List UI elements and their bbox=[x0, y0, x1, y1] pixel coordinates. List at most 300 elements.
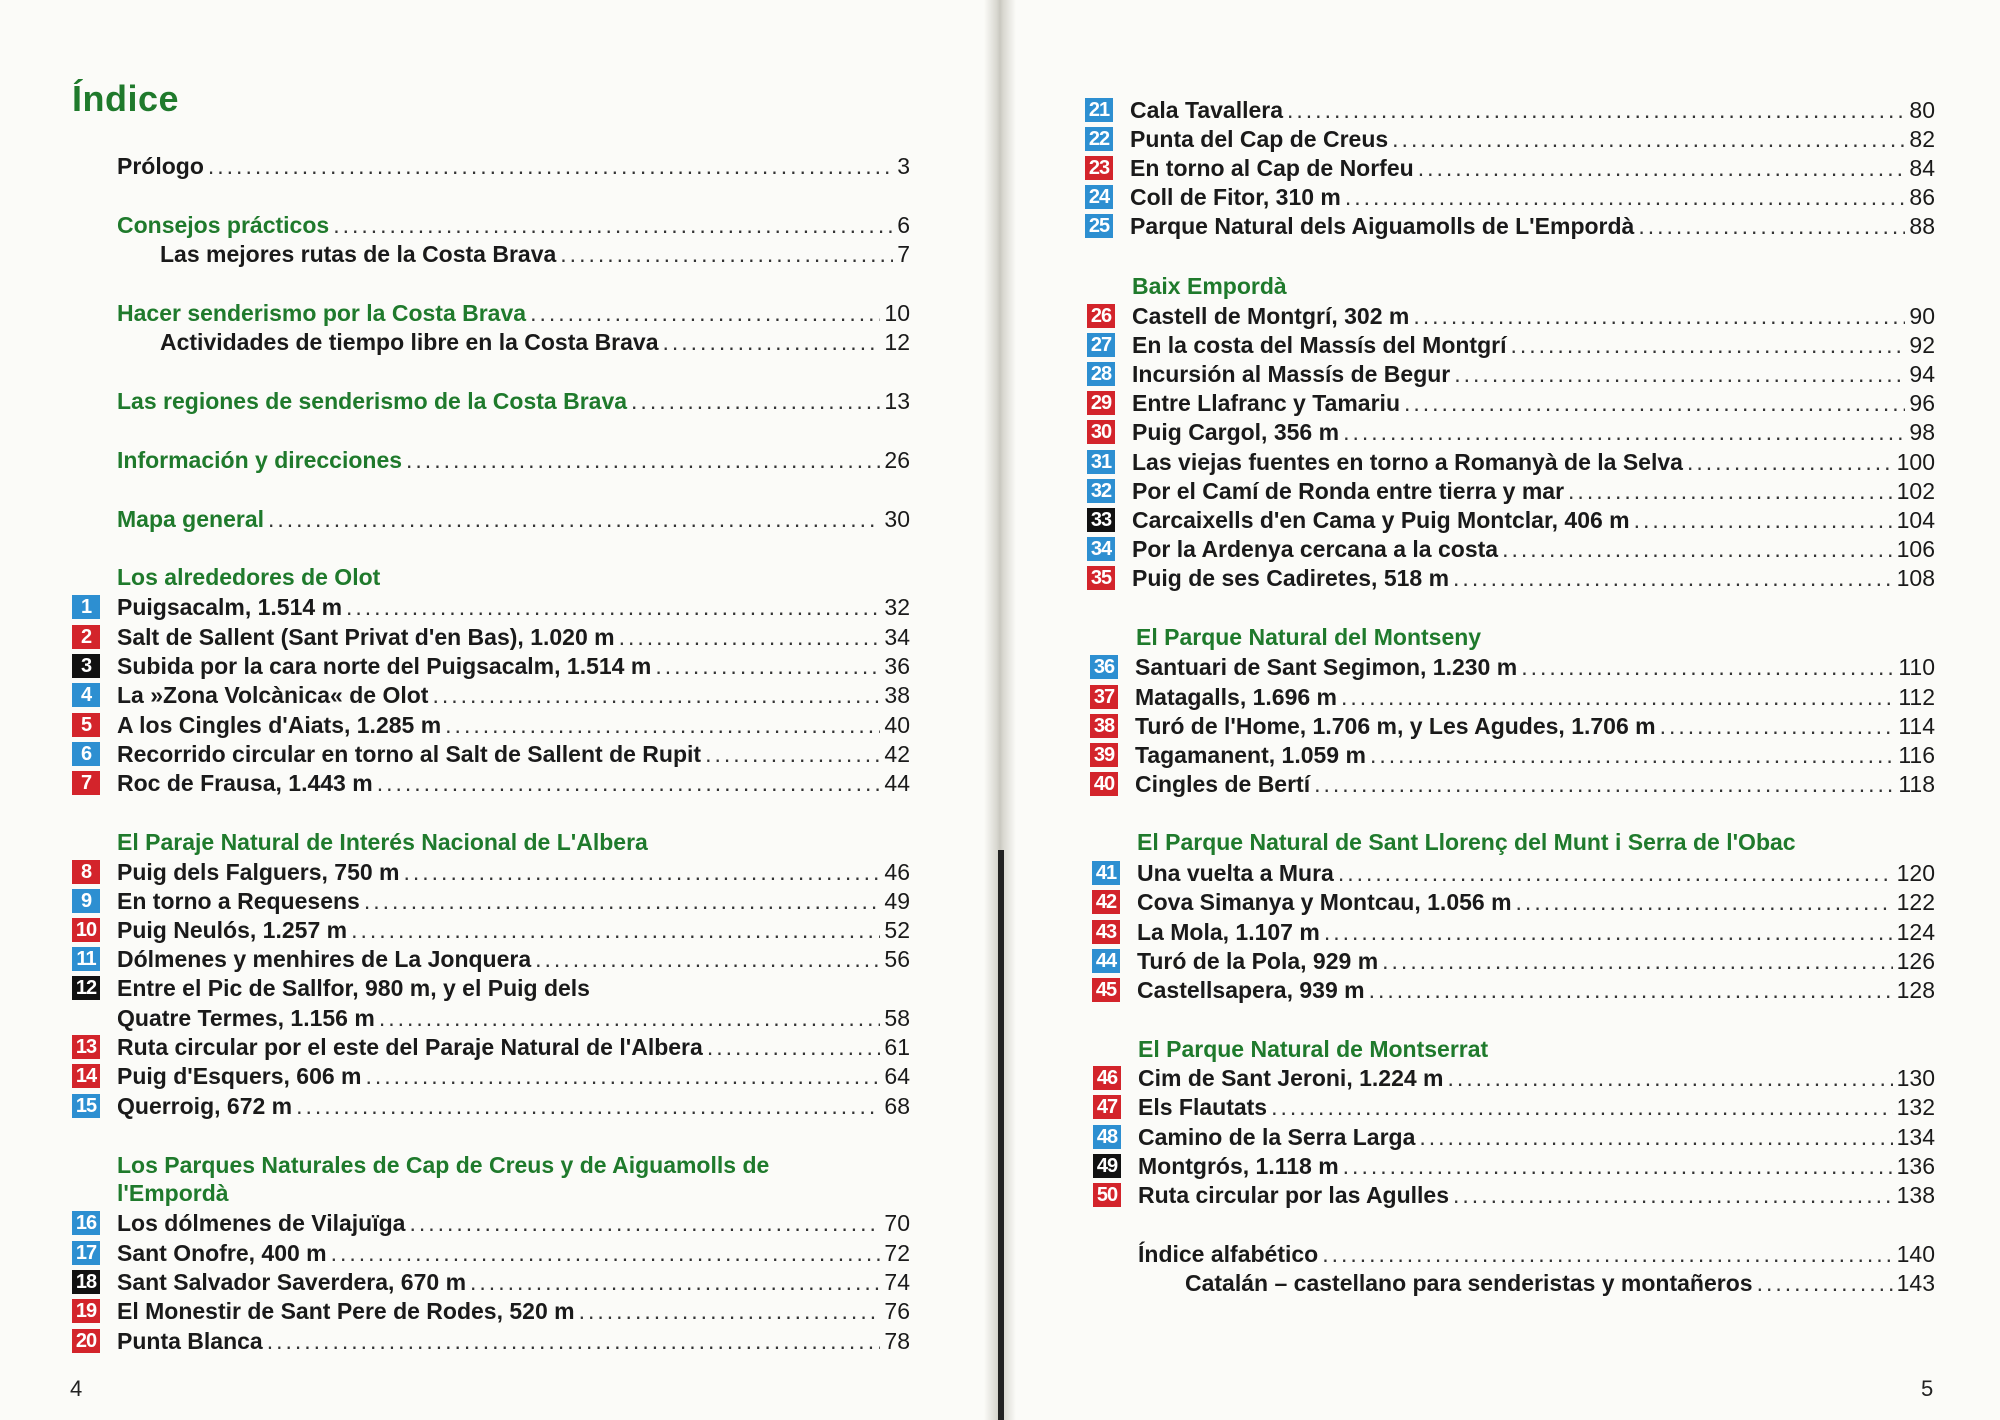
dot-leader bbox=[1516, 888, 1893, 916]
dot-leader bbox=[1568, 477, 1893, 505]
toc-entry-page: 26 bbox=[884, 447, 910, 473]
dot-leader bbox=[619, 623, 881, 651]
route-entry-49[interactable] bbox=[1138, 1152, 1935, 1180]
dot-leader bbox=[1638, 212, 1905, 240]
toc-entry-label: Sant Salvador Saverdera, 670 m bbox=[117, 1269, 467, 1295]
dot-leader bbox=[1343, 418, 1905, 446]
toc-entry-label: Información y direcciones bbox=[117, 447, 403, 473]
toc-entry-label: Catalán – castellano para senderistas y montañeros bbox=[1185, 1270, 1753, 1296]
route-entry-26[interactable] bbox=[1132, 302, 1935, 330]
route-number-badge: 49 bbox=[1093, 1154, 1121, 1178]
toc-entry-label: Quatre Termes, 1.156 m bbox=[117, 1005, 375, 1031]
toc-entry-label: Parque Natural dels Aiguamolls de L'Empordà bbox=[1130, 213, 1635, 239]
toc-entry-page: 80 bbox=[1909, 97, 1935, 123]
route-number-badge: 22 bbox=[1085, 127, 1113, 151]
route-number-badge: 5 bbox=[72, 713, 100, 737]
toc-entry-page: 106 bbox=[1896, 536, 1935, 562]
dot-leader bbox=[1392, 125, 1905, 153]
route-number-badge: 1 bbox=[72, 595, 100, 619]
toc-entry-page: 126 bbox=[1896, 948, 1935, 974]
toc-entry-page: 12 bbox=[884, 329, 910, 355]
toc-entry-prologo[interactable] bbox=[117, 152, 910, 180]
toc-entry-catalan-castellano-para-senderistas-y-montaneros[interactable] bbox=[1185, 1269, 1935, 1297]
toc-entry-page: 118 bbox=[1898, 771, 1935, 797]
dot-leader bbox=[1634, 506, 1893, 534]
route-number-badge: 31 bbox=[1087, 450, 1115, 474]
toc-entry-label: Salt de Sallent (Sant Privat d'en Bas), 1.020 m bbox=[117, 624, 615, 650]
route-entry-29[interactable] bbox=[1132, 389, 1935, 417]
route-entry-43[interactable] bbox=[1137, 918, 1935, 946]
dot-leader bbox=[1369, 976, 1893, 1004]
route-number-badge: 17 bbox=[72, 1241, 100, 1265]
dot-leader bbox=[1370, 741, 1894, 769]
right-page bbox=[1000, 0, 2000, 1420]
route-number-badge: 3 bbox=[72, 654, 100, 678]
toc-entry-label: Punta Blanca bbox=[117, 1328, 263, 1354]
route-number-badge: 24 bbox=[1085, 185, 1113, 209]
route-entry-3[interactable] bbox=[117, 652, 910, 680]
dot-leader bbox=[331, 1239, 881, 1267]
dot-leader bbox=[560, 240, 893, 268]
toc-entry-label: Recorrido circular en torno al Salt de Sallent de Rupit bbox=[117, 741, 702, 767]
toc-entry-label: Consejos prácticos bbox=[117, 212, 330, 238]
route-entry-47[interactable] bbox=[1138, 1093, 1935, 1121]
toc-entry-label: Una vuelta a Mura bbox=[1137, 860, 1334, 886]
route-entry-20[interactable] bbox=[117, 1327, 910, 1355]
route-number-badge: 9 bbox=[72, 889, 100, 913]
toc-entry-page: 30 bbox=[884, 506, 910, 532]
toc-entry-label: Turó de la Pola, 929 m bbox=[1137, 948, 1379, 974]
toc-entry-page: 94 bbox=[1909, 361, 1935, 387]
toc-entry-label: Coll de Fitor, 310 m bbox=[1130, 184, 1341, 210]
route-number-badge: 13 bbox=[72, 1035, 100, 1059]
toc-entry-page: 68 bbox=[884, 1093, 910, 1119]
route-entry-50[interactable] bbox=[1138, 1181, 1935, 1209]
toc-entry-label: Camino de la Serra Larga bbox=[1138, 1124, 1416, 1150]
dot-leader bbox=[1418, 154, 1906, 182]
dot-leader bbox=[579, 1297, 881, 1325]
toc-entry-page: 124 bbox=[1896, 919, 1935, 945]
route-number-badge: 37 bbox=[1090, 685, 1118, 709]
route-number-badge: 26 bbox=[1087, 304, 1115, 328]
route-number-badge: 21 bbox=[1085, 98, 1113, 122]
toc-entry-page: 84 bbox=[1909, 155, 1935, 181]
route-entry-28[interactable] bbox=[1132, 360, 1935, 388]
toc-entry-label: Por el Camí de Ronda entre tierra y mar bbox=[1132, 478, 1565, 504]
toc-entry-consejos-practicos[interactable] bbox=[117, 211, 910, 239]
toc-entry-label: Mapa general bbox=[117, 506, 264, 532]
toc-entry-label: Cova Simanya y Montcau, 1.056 m bbox=[1137, 889, 1512, 915]
route-number-badge: 50 bbox=[1093, 1183, 1121, 1207]
toc-entry-page: 52 bbox=[884, 917, 910, 943]
dot-leader bbox=[1314, 770, 1894, 798]
toc-entry-page: 72 bbox=[884, 1240, 910, 1266]
gutter-shadow bbox=[998, 850, 1004, 1420]
toc-entry-page: 143 bbox=[1896, 1270, 1935, 1296]
dot-leader bbox=[404, 858, 881, 886]
toc-entry-page: 46 bbox=[884, 859, 910, 885]
route-number-badge: 35 bbox=[1087, 566, 1115, 590]
route-entry-40[interactable] bbox=[1135, 770, 1935, 798]
dot-leader bbox=[406, 446, 880, 474]
region-heading: El Paraje Natural de Interés Nacional de L'Albera bbox=[117, 829, 648, 855]
route-number-badge: 39 bbox=[1090, 743, 1118, 767]
route-number-badge: 4 bbox=[72, 683, 100, 707]
toc-entry-label: Turó de l'Home, 1.706 m, y Les Agudes, 1.706 m bbox=[1135, 713, 1656, 739]
route-number-badge: 42 bbox=[1092, 890, 1120, 914]
toc-entry-label: Puig Neulós, 1.257 m bbox=[117, 917, 348, 943]
route-entry-12-continued[interactable] bbox=[117, 1004, 910, 1032]
route-number-badge: 32 bbox=[1087, 479, 1115, 503]
route-entry-9[interactable] bbox=[117, 887, 910, 915]
route-number-badge: 40 bbox=[1090, 772, 1118, 796]
route-entry-18[interactable] bbox=[117, 1268, 910, 1296]
toc-entry-label: Puig Cargol, 356 m bbox=[1132, 419, 1340, 445]
dot-leader bbox=[1454, 360, 1905, 388]
dot-leader bbox=[366, 1062, 881, 1090]
toc-entry-label: Incursión al Massís de Begur bbox=[1132, 361, 1451, 387]
toc-entry-label: Els Flautats bbox=[1138, 1094, 1268, 1120]
toc-entry-label: Por la Ardenya cercana a la costa bbox=[1132, 536, 1499, 562]
route-number-badge: 27 bbox=[1087, 333, 1115, 357]
toc-entry-label: Ruta circular por el este del Paraje Natural de l'Albera bbox=[117, 1034, 703, 1060]
toc-entry-page: 61 bbox=[884, 1034, 910, 1060]
dot-leader bbox=[631, 387, 880, 415]
dot-leader bbox=[208, 152, 893, 180]
toc-entry-label: Punta del Cap de Creus bbox=[1130, 126, 1389, 152]
route-number-badge: 16 bbox=[72, 1211, 100, 1235]
toc-entry-label: En la costa del Massís del Montgrí bbox=[1132, 332, 1507, 358]
toc-entry-label: Matagalls, 1.696 m bbox=[1135, 684, 1337, 710]
dot-leader bbox=[1660, 712, 1895, 740]
route-entry-21[interactable] bbox=[1130, 96, 1935, 124]
dot-leader bbox=[1287, 96, 1905, 124]
toc-entry-page: 114 bbox=[1898, 713, 1935, 739]
toc-entry-page: 3 bbox=[897, 153, 910, 179]
dot-leader bbox=[1521, 653, 1894, 681]
toc-entry-page: 140 bbox=[1896, 1241, 1935, 1267]
toc-entry-page: 104 bbox=[1896, 507, 1935, 533]
dot-leader bbox=[268, 505, 880, 533]
route-number-badge: 33 bbox=[1087, 508, 1115, 532]
toc-entry-actividades-de-tiempo-libre-en-la-costa-brava[interactable] bbox=[160, 328, 910, 356]
route-entry-16[interactable] bbox=[117, 1209, 910, 1237]
toc-entry-indice-alfabetico[interactable] bbox=[1138, 1240, 1935, 1268]
toc-entry-label: Subida por la cara norte del Puigsacalm, 1.514 m bbox=[117, 653, 652, 679]
dot-leader bbox=[1404, 389, 1905, 417]
dot-leader bbox=[409, 1209, 880, 1237]
toc-entry-page: 138 bbox=[1896, 1182, 1935, 1208]
route-number-badge: 36 bbox=[1090, 655, 1118, 679]
toc-entry-page: 78 bbox=[884, 1328, 910, 1354]
dot-leader bbox=[432, 681, 880, 709]
route-number-badge: 29 bbox=[1087, 391, 1115, 415]
dot-leader bbox=[1413, 302, 1905, 330]
route-number-badge: 15 bbox=[72, 1094, 100, 1118]
route-number-badge: 19 bbox=[72, 1299, 100, 1323]
toc-entry-page: 102 bbox=[1896, 478, 1935, 504]
route-number-badge: 41 bbox=[1092, 861, 1120, 885]
route-entry-5[interactable] bbox=[117, 711, 910, 739]
route-number-badge: 14 bbox=[72, 1064, 100, 1088]
route-number-badge: 11 bbox=[72, 947, 100, 971]
toc-entry-label: Roc de Frausa, 1.443 m bbox=[117, 770, 373, 796]
toc-entry-label: Cala Tavallera bbox=[1130, 97, 1284, 123]
route-number-badge: 8 bbox=[72, 860, 100, 884]
toc-entry-label: En torno al Cap de Norfeu bbox=[1130, 155, 1414, 181]
region-heading: Los Parques Naturales de Cap de Creus y de Aiguamolls de l'Empordà bbox=[117, 1152, 770, 1206]
route-number-badge: 45 bbox=[1092, 978, 1120, 1002]
route-entry-13[interactable] bbox=[117, 1033, 910, 1061]
toc-entry-page: 10 bbox=[884, 300, 910, 326]
route-number-badge: 48 bbox=[1093, 1125, 1121, 1149]
route-number-badge: 20 bbox=[72, 1329, 100, 1353]
toc-entry-page: 42 bbox=[884, 741, 910, 767]
route-number-badge: 12 bbox=[72, 976, 100, 1000]
route-number-badge: 23 bbox=[1085, 156, 1113, 180]
dot-leader bbox=[1419, 1123, 1892, 1151]
dot-leader bbox=[351, 916, 880, 944]
dot-leader bbox=[707, 1033, 881, 1061]
dot-leader bbox=[1453, 1181, 1893, 1209]
toc-entry-las-mejores-rutas-de-la-costa-brava[interactable] bbox=[160, 240, 910, 268]
dot-leader bbox=[1502, 535, 1893, 563]
dot-leader bbox=[530, 299, 880, 327]
toc-entry-label: Sant Onofre, 400 m bbox=[117, 1240, 327, 1266]
dot-leader bbox=[1510, 331, 1905, 359]
toc-entry-label: Las regiones de senderismo de la Costa Brava bbox=[117, 388, 628, 414]
route-entry-12[interactable] bbox=[117, 974, 910, 1002]
route-entry-10[interactable] bbox=[117, 916, 910, 944]
dot-leader bbox=[1448, 1064, 1893, 1092]
toc-entry-label: Puig d'Esquers, 606 m bbox=[117, 1063, 362, 1089]
toc-entry-page: 56 bbox=[884, 946, 910, 972]
dot-leader bbox=[377, 769, 881, 797]
toc-entry-page: 86 bbox=[1909, 184, 1935, 210]
toc-entry-hacer-senderismo-por-la-costa-brava[interactable] bbox=[117, 299, 910, 327]
toc-entry-label: El Monestir de Sant Pere de Rodes, 520 m bbox=[117, 1298, 575, 1324]
route-entry-36[interactable] bbox=[1135, 653, 1935, 681]
toc-entry-label: Entre el Pic de Sallfor, 980 m, y el Puig dels bbox=[117, 975, 590, 1001]
dot-leader bbox=[1324, 918, 1893, 946]
route-entry-45[interactable] bbox=[1137, 976, 1935, 1004]
toc-entry-page: 134 bbox=[1896, 1124, 1935, 1150]
route-number-badge: 10 bbox=[72, 918, 100, 942]
route-entry-25[interactable] bbox=[1130, 212, 1935, 240]
region-heading: El Parque Natural del Montseny bbox=[1136, 624, 1482, 650]
dot-leader bbox=[1271, 1093, 1893, 1121]
toc-entry-page: 34 bbox=[884, 624, 910, 650]
left-page bbox=[0, 0, 996, 1420]
toc-entry-label: Cingles de Bertí bbox=[1135, 771, 1311, 797]
toc-entry-label: Ruta circular por las Agulles bbox=[1138, 1182, 1450, 1208]
region-heading: El Parque Natural de Montserrat bbox=[1138, 1036, 1489, 1062]
toc-entry-label: Entre Llafranc y Tamariu bbox=[1132, 390, 1400, 416]
toc-entry-page: 7 bbox=[897, 241, 910, 267]
route-number-badge: 30 bbox=[1087, 420, 1115, 444]
toc-entry-page: 6 bbox=[897, 212, 910, 238]
route-entry-39[interactable] bbox=[1135, 741, 1935, 769]
toc-entry-label: Querroig, 672 m bbox=[117, 1093, 293, 1119]
toc-entry-label: Hacer senderismo por la Costa Brava bbox=[117, 300, 527, 326]
toc-entry-label: Actividades de tiempo libre en la Costa Brava bbox=[160, 329, 659, 355]
route-number-badge: 6 bbox=[72, 742, 100, 766]
route-entry-19[interactable] bbox=[117, 1297, 910, 1325]
toc-entry-label: Puig dels Falguers, 750 m bbox=[117, 859, 400, 885]
dot-leader bbox=[470, 1268, 880, 1296]
route-entry-7[interactable] bbox=[117, 769, 910, 797]
toc-entry-page: 58 bbox=[884, 1005, 910, 1031]
toc-entry-page: 98 bbox=[1909, 419, 1935, 445]
dot-leader bbox=[1322, 1240, 1892, 1268]
toc-entry-label: Prólogo bbox=[117, 153, 204, 179]
dot-leader bbox=[1687, 448, 1893, 476]
toc-entry-label: Santuari de Sant Segimon, 1.230 m bbox=[1135, 654, 1518, 680]
route-number-badge: 28 bbox=[1087, 362, 1115, 386]
toc-entry-page: 110 bbox=[1898, 654, 1935, 680]
toc-entry-page: 136 bbox=[1896, 1153, 1935, 1179]
toc-entry-page: 92 bbox=[1909, 332, 1935, 358]
toc-entry-page: 100 bbox=[1896, 449, 1935, 475]
route-entry-1[interactable] bbox=[117, 593, 910, 621]
toc-entry-page: 116 bbox=[1898, 742, 1935, 768]
route-entry-34[interactable] bbox=[1132, 535, 1935, 563]
toc-entry-page: 32 bbox=[884, 594, 910, 620]
route-entry-35[interactable] bbox=[1132, 564, 1935, 592]
route-entry-31[interactable] bbox=[1132, 448, 1935, 476]
toc-entry-label: Castellsapera, 939 m bbox=[1137, 977, 1365, 1003]
dot-leader bbox=[1757, 1269, 1893, 1297]
route-entry-2[interactable] bbox=[117, 623, 910, 651]
toc-entry-label: Montgrós, 1.118 m bbox=[1138, 1153, 1339, 1179]
route-entry-23[interactable] bbox=[1130, 154, 1935, 182]
dot-leader bbox=[296, 1092, 880, 1120]
region-heading: El Parque Natural de Sant Llorenç del Munt i Serra de l'Obac bbox=[1137, 829, 1796, 855]
route-number-badge: 7 bbox=[72, 771, 100, 795]
route-entry-37[interactable] bbox=[1135, 683, 1935, 711]
toc-entry-page: 74 bbox=[884, 1269, 910, 1295]
toc-entry-label: Los dólmenes de Vilajuïga bbox=[117, 1210, 406, 1236]
route-entry-48[interactable] bbox=[1138, 1123, 1935, 1151]
toc-entry-page: 64 bbox=[884, 1063, 910, 1089]
dot-leader bbox=[1341, 683, 1894, 711]
toc-entry-label: Cim de Sant Jeroni, 1.224 m bbox=[1138, 1065, 1444, 1091]
dot-leader bbox=[379, 1004, 881, 1032]
toc-entry-page: 90 bbox=[1909, 303, 1935, 329]
toc-entry-label: Tagamanent, 1.059 m bbox=[1135, 742, 1366, 768]
dot-leader bbox=[1343, 1152, 1893, 1180]
toc-entry-page: 88 bbox=[1909, 213, 1935, 239]
route-entry-44[interactable] bbox=[1137, 947, 1935, 975]
route-number-badge: 44 bbox=[1092, 949, 1120, 973]
route-entry-11[interactable] bbox=[117, 945, 910, 973]
toc-entry-page: 40 bbox=[884, 712, 910, 738]
route-entry-17[interactable] bbox=[117, 1239, 910, 1267]
dot-leader bbox=[445, 711, 880, 739]
region-heading: Los alrededores de Olot bbox=[117, 564, 381, 590]
toc-entry-page: 38 bbox=[884, 682, 910, 708]
toc-entry-page: 76 bbox=[884, 1298, 910, 1324]
dot-leader bbox=[1382, 947, 1892, 975]
route-number-badge: 18 bbox=[72, 1270, 100, 1294]
toc-entry-label: Puigsacalm, 1.514 m bbox=[117, 594, 343, 620]
toc-entry-informacion-y-direcciones[interactable] bbox=[117, 446, 910, 474]
route-entry-30[interactable] bbox=[1132, 418, 1935, 446]
route-number-badge: 25 bbox=[1085, 214, 1113, 238]
page-title: Índice bbox=[72, 78, 180, 119]
toc-entry-label: La »Zona Volcànica« de Olot bbox=[117, 682, 429, 708]
toc-entry-mapa-general[interactable] bbox=[117, 505, 910, 533]
toc-entry-page: 82 bbox=[1909, 126, 1935, 152]
dot-leader bbox=[346, 593, 880, 621]
toc-entry-page: 36 bbox=[884, 653, 910, 679]
toc-entry-page: 130 bbox=[1896, 1065, 1935, 1091]
toc-entry-label: Dólmenes y menhires de La Jonquera bbox=[117, 946, 532, 972]
page-number-right: 5 bbox=[1921, 1376, 1934, 1401]
route-entry-4[interactable] bbox=[117, 681, 910, 709]
route-entry-41[interactable] bbox=[1137, 859, 1935, 887]
toc-entry-label: A los Cingles d'Aiats, 1.285 m bbox=[117, 712, 442, 738]
toc-entry-page: 120 bbox=[1896, 860, 1935, 886]
route-number-badge: 2 bbox=[72, 625, 100, 649]
dot-leader bbox=[655, 652, 880, 680]
toc-entry-label: Las viejas fuentes en torno a Romanyà de la Selva bbox=[1132, 449, 1683, 475]
route-entry-27[interactable] bbox=[1132, 331, 1935, 359]
dot-leader bbox=[1345, 183, 1906, 211]
route-entry-46[interactable] bbox=[1138, 1064, 1935, 1092]
toc-entry-label: Carcaixells d'en Cama y Puig Montclar, 406 m bbox=[1132, 507, 1630, 533]
route-entry-8[interactable] bbox=[117, 858, 910, 886]
route-entry-32[interactable] bbox=[1132, 477, 1935, 505]
route-entry-33[interactable] bbox=[1132, 506, 1935, 534]
region-heading: Baix Empordà bbox=[1132, 273, 1287, 299]
toc-entry-las-regiones-de-senderismo-de-la-costa-brava[interactable] bbox=[117, 387, 910, 415]
toc-entry-page: 122 bbox=[1896, 889, 1935, 915]
route-number-badge: 47 bbox=[1093, 1095, 1121, 1119]
route-entry-22[interactable] bbox=[1130, 125, 1935, 153]
route-entry-24[interactable] bbox=[1130, 183, 1935, 211]
route-number-badge: 38 bbox=[1090, 714, 1118, 738]
route-number-badge: 34 bbox=[1087, 537, 1115, 561]
toc-entry-label: La Mola, 1.107 m bbox=[1137, 919, 1320, 945]
toc-entry-page: 44 bbox=[884, 770, 910, 796]
dot-leader bbox=[364, 887, 881, 915]
toc-entry-page: 128 bbox=[1896, 977, 1935, 1003]
route-number-badge: 43 bbox=[1092, 920, 1120, 944]
toc-entry-page: 70 bbox=[884, 1210, 910, 1236]
toc-entry-page: 49 bbox=[884, 888, 910, 914]
dot-leader bbox=[267, 1327, 881, 1355]
dot-leader bbox=[1453, 564, 1893, 592]
toc-entry-page: 96 bbox=[1909, 390, 1935, 416]
toc-entry-label: Castell de Montgrí, 302 m bbox=[1132, 303, 1410, 329]
dot-leader bbox=[333, 211, 893, 239]
toc-entry-label: Puig de ses Cadiretes, 518 m bbox=[1132, 565, 1450, 591]
toc-entry-label: En torno a Requesens bbox=[117, 888, 360, 914]
toc-entry-label: Las mejores rutas de la Costa Brava bbox=[160, 241, 557, 267]
route-entry-38[interactable] bbox=[1135, 712, 1935, 740]
route-entry-6[interactable] bbox=[117, 740, 910, 768]
route-entry-15[interactable] bbox=[117, 1092, 910, 1120]
page-number-left: 4 bbox=[70, 1376, 83, 1401]
toc-entry-page: 112 bbox=[1898, 684, 1935, 710]
dot-leader bbox=[1338, 859, 1893, 887]
toc-entry-label: Índice alfabético bbox=[1138, 1241, 1319, 1267]
route-entry-42[interactable] bbox=[1137, 888, 1935, 916]
toc-entry-page: 108 bbox=[1896, 565, 1935, 591]
dot-leader bbox=[535, 945, 880, 973]
route-entry-14[interactable] bbox=[117, 1062, 910, 1090]
